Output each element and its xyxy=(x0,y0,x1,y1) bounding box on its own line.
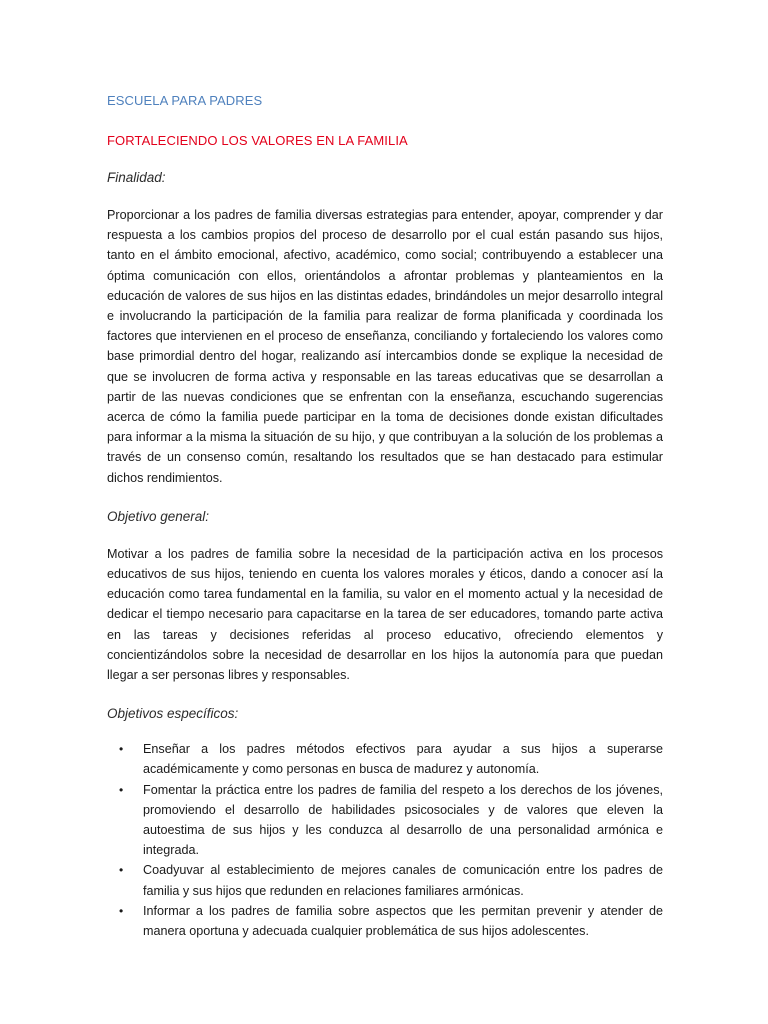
list-item xyxy=(107,860,663,900)
document-page xyxy=(107,92,663,941)
objetivo-general-heading: Objetivo general: xyxy=(107,508,210,524)
list-item-text: Enseñar a los padres métodos efectivos para ayudar a sus hijos a superarse académicamente y como personas en busca de madurez y autonomía. xyxy=(143,742,663,777)
finalidad-heading: Finalidad: xyxy=(107,170,166,185)
finalidad-paragraph: Proporcionar a los padres de familia diversas estrategias para entender, apoyar, comprender y dar respuesta a los cambios propios del proceso de desarrollo por el cual están pasando sus hijos, tanto en el ámbito emocional, afectivo, académico, como social; contribuyendo a establecer una óptima comunicación con ellos, orientándolos a afrontar problemas y planteamientos en la educación de valores de sus hijos en las distintas edades, brindándoles un mejor desarrollo integral e involucrando la participación de la familia para realizar de forma planificada y coordinada los factores que intervienen en el proceso de enseñanza, conciliando y fortaleciendo los valores como base primordial dentro del hogar, realizando así intercambios donde se explique la necesidad de que se involucren de forma activa y responsable en las tareas educativas que se desarrollan a partir de las nuevas condiciones que se enfrentan con la enseñanza, escuchando sugerencias acerca de cómo la familia puede participar en la toma de decisiones donde existan dificultades para informar a la misma la situación de su hijo, y que contribuyan a la solución de los problemas a través de un consenso común, resaltando los resultados que se han destacado para estimular dichos rendimientos. xyxy=(107,208,663,485)
list-item xyxy=(107,739,663,779)
objetivos-especificos-heading: Objetivos específicos: xyxy=(107,706,239,722)
list-item xyxy=(107,780,663,861)
objetivo-general-paragraph: Motivar a los padres de familia sobre la necesidad de la participación activa en los procesos educativos de sus hijos, teniendo en cuenta los valores morales y éticos, dando a conocer así la educación como tarea fundamental en la familia, su valor en el momento actual y la necesidad de dedicar el tiempo necesario para capacitarse en la tarea de ser educadores, tomando parte activa en las tareas y decisiones referidas al proceso educativo, ofreciendo elementos y concientizándolos sobre la necesidad de desarrollar en los hijos la autonomía para que puedan llegar a ser personas libres y responsables. xyxy=(107,546,663,683)
bullet-icon: • xyxy=(119,863,124,878)
list-item xyxy=(107,901,663,941)
document-title: FORTALECIENDO LOS VALORES EN LA FAMILIA xyxy=(107,133,408,148)
list-item-text: Coadyuvar al establecimiento de mejores canales de comunicación entre los padres de familia y sus hijos que redunden en relaciones familiares armónicas. xyxy=(143,863,663,898)
bullet-icon: • xyxy=(119,742,124,757)
bullet-icon: • xyxy=(119,782,124,797)
list-item-text: Fomentar la práctica entre los padres de familia del respeto a los derechos de los jóvenes, promoviendo el desarrollo de habilidades psicosociales y de valores que eleven la autoestima de sus hijos y les conduzca al desarrollo de una personalidad armónica e integrada. xyxy=(143,782,663,858)
school-program-heading: ESCUELA PARA PADRES xyxy=(107,93,263,108)
list-item-text: Informar a los padres de familia sobre aspectos que les permitan prevenir y atender de manera oportuna y adecuada cualquier problemática de sus hijos adolescentes. xyxy=(143,903,663,939)
bullet-icon: • xyxy=(119,903,124,918)
objetivos-especificos-list xyxy=(107,739,663,941)
